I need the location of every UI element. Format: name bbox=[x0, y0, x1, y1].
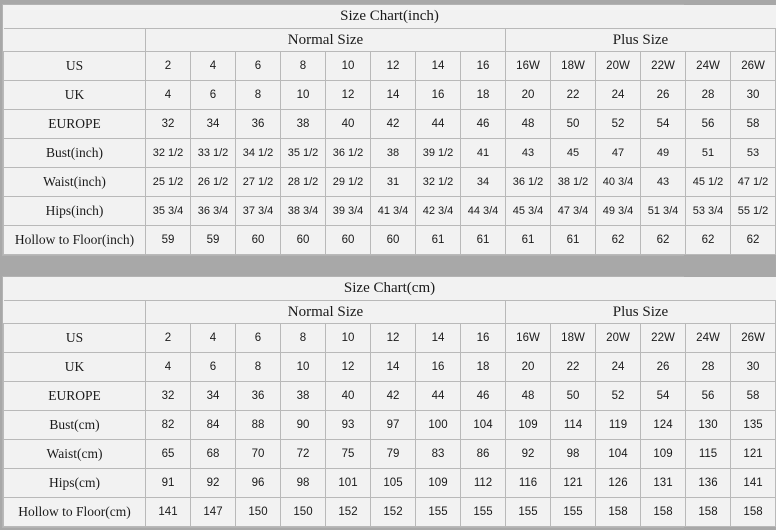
cell: 18W bbox=[551, 324, 596, 353]
cell: 104 bbox=[596, 440, 641, 469]
cell: 34 bbox=[191, 110, 236, 139]
chart-title-row bbox=[4, 5, 776, 29]
chart-group-row bbox=[4, 301, 776, 324]
cell: 96 bbox=[236, 469, 281, 498]
cell: 97 bbox=[371, 411, 416, 440]
cell: 86 bbox=[461, 440, 506, 469]
cell: 26 bbox=[641, 81, 686, 110]
cell: 14 bbox=[416, 324, 461, 353]
cell: 51 3/4 bbox=[641, 197, 686, 226]
group-row-spacer bbox=[4, 29, 146, 52]
cell: 43 bbox=[506, 139, 551, 168]
group-normal-size: Normal Size bbox=[146, 301, 506, 324]
size-chart-inch-table bbox=[3, 5, 776, 255]
cell: 62 bbox=[596, 226, 641, 255]
cell: 101 bbox=[326, 469, 371, 498]
cell: 45 3/4 bbox=[506, 197, 551, 226]
cell: 2 bbox=[146, 52, 191, 81]
cell: 10 bbox=[281, 353, 326, 382]
cell: 100 bbox=[416, 411, 461, 440]
cell: 45 bbox=[551, 139, 596, 168]
page-title-inch: Size Chart(inch) bbox=[4, 5, 776, 29]
cell: 90 bbox=[281, 411, 326, 440]
cell: 46 bbox=[461, 382, 506, 411]
cell: 36 3/4 bbox=[191, 197, 236, 226]
cell: 109 bbox=[416, 469, 461, 498]
cell: 62 bbox=[731, 226, 776, 255]
cell: 38 bbox=[371, 139, 416, 168]
cell: 44 3/4 bbox=[461, 197, 506, 226]
cell: 51 bbox=[686, 139, 731, 168]
cell: 60 bbox=[236, 226, 281, 255]
chart-group-row bbox=[4, 29, 776, 52]
cell: 104 bbox=[461, 411, 506, 440]
cell: 26W bbox=[731, 324, 776, 353]
cell: 158 bbox=[596, 498, 641, 527]
cell: 32 1/2 bbox=[416, 168, 461, 197]
cell: 72 bbox=[281, 440, 326, 469]
cell: 112 bbox=[461, 469, 506, 498]
group-row-spacer bbox=[4, 301, 146, 324]
cell: 88 bbox=[236, 411, 281, 440]
table-row bbox=[4, 498, 776, 527]
cell: 28 1/2 bbox=[281, 168, 326, 197]
cell: 4 bbox=[191, 324, 236, 353]
row-label: UK bbox=[4, 353, 146, 382]
cell: 155 bbox=[506, 498, 551, 527]
cell: 116 bbox=[506, 469, 551, 498]
cell: 84 bbox=[191, 411, 236, 440]
cell: 155 bbox=[461, 498, 506, 527]
cell: 41 bbox=[461, 139, 506, 168]
cell: 16W bbox=[506, 52, 551, 81]
row-label: EUROPE bbox=[4, 110, 146, 139]
cell: 8 bbox=[281, 324, 326, 353]
cell: 50 bbox=[551, 382, 596, 411]
cell: 61 bbox=[506, 226, 551, 255]
cell: 115 bbox=[686, 440, 731, 469]
size-chart-cm bbox=[2, 276, 765, 528]
cell: 10 bbox=[326, 52, 371, 81]
cell: 56 bbox=[686, 110, 731, 139]
cell: 150 bbox=[236, 498, 281, 527]
cell: 105 bbox=[371, 469, 416, 498]
cell: 16 bbox=[461, 52, 506, 81]
cell: 38 1/2 bbox=[551, 168, 596, 197]
cell: 53 3/4 bbox=[686, 197, 731, 226]
table-row bbox=[4, 469, 776, 498]
cell: 47 bbox=[596, 139, 641, 168]
cell: 32 bbox=[146, 110, 191, 139]
cell: 10 bbox=[326, 324, 371, 353]
cell: 44 bbox=[416, 382, 461, 411]
cell: 58 bbox=[731, 110, 776, 139]
cell: 6 bbox=[191, 353, 236, 382]
table-row bbox=[4, 440, 776, 469]
cell: 52 bbox=[596, 382, 641, 411]
cell: 12 bbox=[326, 81, 371, 110]
cell: 70 bbox=[236, 440, 281, 469]
row-label: Bust(inch) bbox=[4, 139, 146, 168]
cell: 16W bbox=[506, 324, 551, 353]
cell: 36 1/2 bbox=[326, 139, 371, 168]
page-title-cm: Size Chart(cm) bbox=[4, 277, 776, 301]
cell: 16 bbox=[416, 353, 461, 382]
cell: 27 1/2 bbox=[236, 168, 281, 197]
cell: 34 1/2 bbox=[236, 139, 281, 168]
cell: 79 bbox=[371, 440, 416, 469]
cell: 48 bbox=[506, 110, 551, 139]
cell: 92 bbox=[191, 469, 236, 498]
cell: 18W bbox=[551, 52, 596, 81]
table-row bbox=[4, 168, 776, 197]
cell: 30 bbox=[731, 353, 776, 382]
row-label: Bust(cm) bbox=[4, 411, 146, 440]
cell: 12 bbox=[371, 324, 416, 353]
cell: 12 bbox=[371, 52, 416, 81]
cell: 24W bbox=[686, 324, 731, 353]
cell: 59 bbox=[191, 226, 236, 255]
cell: 136 bbox=[686, 469, 731, 498]
cell: 20W bbox=[596, 324, 641, 353]
cell: 37 3/4 bbox=[236, 197, 281, 226]
cell: 16 bbox=[416, 81, 461, 110]
cell: 46 bbox=[461, 110, 506, 139]
cell: 82 bbox=[146, 411, 191, 440]
cell: 26 bbox=[641, 353, 686, 382]
table-row bbox=[4, 197, 776, 226]
cell: 22W bbox=[641, 52, 686, 81]
cell: 121 bbox=[551, 469, 596, 498]
cell: 22W bbox=[641, 324, 686, 353]
cell: 14 bbox=[416, 52, 461, 81]
cell: 61 bbox=[551, 226, 596, 255]
cell: 31 bbox=[371, 168, 416, 197]
cell: 30 bbox=[731, 81, 776, 110]
cell: 135 bbox=[731, 411, 776, 440]
cell: 158 bbox=[686, 498, 731, 527]
cell: 36 bbox=[236, 382, 281, 411]
cell: 39 1/2 bbox=[416, 139, 461, 168]
cell: 22 bbox=[551, 81, 596, 110]
row-label: Hips(inch) bbox=[4, 197, 146, 226]
cell: 4 bbox=[146, 81, 191, 110]
cell: 16 bbox=[461, 324, 506, 353]
table-row bbox=[4, 110, 776, 139]
cell: 6 bbox=[191, 81, 236, 110]
cell: 60 bbox=[326, 226, 371, 255]
cell: 44 bbox=[416, 110, 461, 139]
cell: 35 1/2 bbox=[281, 139, 326, 168]
cell: 54 bbox=[641, 382, 686, 411]
cell: 124 bbox=[641, 411, 686, 440]
row-label: UK bbox=[4, 81, 146, 110]
cell: 121 bbox=[731, 440, 776, 469]
cell: 28 bbox=[686, 81, 731, 110]
row-label: Hips(cm) bbox=[4, 469, 146, 498]
cell: 4 bbox=[146, 353, 191, 382]
cell: 38 bbox=[281, 382, 326, 411]
group-normal-size: Normal Size bbox=[146, 29, 506, 52]
cell: 36 bbox=[236, 110, 281, 139]
cell: 29 1/2 bbox=[326, 168, 371, 197]
group-plus-size: Plus Size bbox=[506, 29, 776, 52]
cell: 42 bbox=[371, 110, 416, 139]
row-label: Waist(inch) bbox=[4, 168, 146, 197]
size-chart-cm-table bbox=[3, 277, 776, 527]
cell: 155 bbox=[551, 498, 596, 527]
cell: 147 bbox=[191, 498, 236, 527]
cell: 35 3/4 bbox=[146, 197, 191, 226]
cell: 91 bbox=[146, 469, 191, 498]
cell: 49 3/4 bbox=[596, 197, 641, 226]
cell: 6 bbox=[236, 52, 281, 81]
cell: 49 bbox=[641, 139, 686, 168]
row-label: Waist(cm) bbox=[4, 440, 146, 469]
cell: 114 bbox=[551, 411, 596, 440]
cell: 119 bbox=[596, 411, 641, 440]
cell: 61 bbox=[461, 226, 506, 255]
cell: 56 bbox=[686, 382, 731, 411]
cell: 152 bbox=[371, 498, 416, 527]
cell: 62 bbox=[641, 226, 686, 255]
row-label: Hollow to Floor(inch) bbox=[4, 226, 146, 255]
cell: 20 bbox=[506, 81, 551, 110]
table-row bbox=[4, 353, 776, 382]
cell: 24W bbox=[686, 52, 731, 81]
cell: 45 1/2 bbox=[686, 168, 731, 197]
cell: 126 bbox=[596, 469, 641, 498]
cell: 58 bbox=[731, 382, 776, 411]
row-label: US bbox=[4, 324, 146, 353]
cell: 26W bbox=[731, 52, 776, 81]
cell: 24 bbox=[596, 353, 641, 382]
cell: 42 3/4 bbox=[416, 197, 461, 226]
cell: 42 bbox=[371, 382, 416, 411]
cell: 47 1/2 bbox=[731, 168, 776, 197]
table-row bbox=[4, 81, 776, 110]
cell: 158 bbox=[731, 498, 776, 527]
cell: 60 bbox=[281, 226, 326, 255]
cell: 130 bbox=[686, 411, 731, 440]
table-row bbox=[4, 52, 776, 81]
cell: 60 bbox=[371, 226, 416, 255]
cell: 36 1/2 bbox=[506, 168, 551, 197]
cell: 41 3/4 bbox=[371, 197, 416, 226]
table-row bbox=[4, 382, 776, 411]
cell: 38 3/4 bbox=[281, 197, 326, 226]
row-label: EUROPE bbox=[4, 382, 146, 411]
cell: 34 bbox=[461, 168, 506, 197]
cell: 54 bbox=[641, 110, 686, 139]
cell: 18 bbox=[461, 353, 506, 382]
cell: 155 bbox=[416, 498, 461, 527]
cell: 22 bbox=[551, 353, 596, 382]
cell: 4 bbox=[191, 52, 236, 81]
row-label: US bbox=[4, 52, 146, 81]
cell: 40 3/4 bbox=[596, 168, 641, 197]
cell: 14 bbox=[371, 353, 416, 382]
cell: 141 bbox=[146, 498, 191, 527]
cell: 98 bbox=[281, 469, 326, 498]
cell: 131 bbox=[641, 469, 686, 498]
chart-title-row bbox=[4, 277, 776, 301]
cell: 40 bbox=[326, 110, 371, 139]
cell: 50 bbox=[551, 110, 596, 139]
cell: 18 bbox=[461, 81, 506, 110]
table-row bbox=[4, 411, 776, 440]
cell: 38 bbox=[281, 110, 326, 139]
cell: 53 bbox=[731, 139, 776, 168]
table-row bbox=[4, 226, 776, 255]
cell: 55 1/2 bbox=[731, 197, 776, 226]
cell: 20 bbox=[506, 353, 551, 382]
cell: 12 bbox=[326, 353, 371, 382]
cell: 68 bbox=[191, 440, 236, 469]
cell: 32 bbox=[146, 382, 191, 411]
cell: 10 bbox=[281, 81, 326, 110]
table-row bbox=[4, 324, 776, 353]
group-plus-size: Plus Size bbox=[506, 301, 776, 324]
cell: 158 bbox=[641, 498, 686, 527]
cell: 32 1/2 bbox=[146, 139, 191, 168]
cell: 83 bbox=[416, 440, 461, 469]
cell: 75 bbox=[326, 440, 371, 469]
table-row bbox=[4, 139, 776, 168]
cell: 20W bbox=[596, 52, 641, 81]
cell: 109 bbox=[506, 411, 551, 440]
cell: 33 1/2 bbox=[191, 139, 236, 168]
cell: 8 bbox=[236, 81, 281, 110]
row-label: Hollow to Floor(cm) bbox=[4, 498, 146, 527]
cell: 65 bbox=[146, 440, 191, 469]
cell: 28 bbox=[686, 353, 731, 382]
cell: 25 1/2 bbox=[146, 168, 191, 197]
cell: 6 bbox=[236, 324, 281, 353]
cell: 93 bbox=[326, 411, 371, 440]
cell: 8 bbox=[281, 52, 326, 81]
cell: 39 3/4 bbox=[326, 197, 371, 226]
cell: 98 bbox=[551, 440, 596, 469]
cell: 24 bbox=[596, 81, 641, 110]
cell: 152 bbox=[326, 498, 371, 527]
cell: 14 bbox=[371, 81, 416, 110]
cell: 47 3/4 bbox=[551, 197, 596, 226]
cell: 52 bbox=[596, 110, 641, 139]
cell: 109 bbox=[641, 440, 686, 469]
cell: 141 bbox=[731, 469, 776, 498]
cell: 43 bbox=[641, 168, 686, 197]
size-chart-inch bbox=[2, 4, 769, 256]
cell: 8 bbox=[236, 353, 281, 382]
cell: 34 bbox=[191, 382, 236, 411]
cell: 92 bbox=[506, 440, 551, 469]
cell: 2 bbox=[146, 324, 191, 353]
cell: 40 bbox=[326, 382, 371, 411]
cell: 61 bbox=[416, 226, 461, 255]
cell: 59 bbox=[146, 226, 191, 255]
cell: 26 1/2 bbox=[191, 168, 236, 197]
cell: 150 bbox=[281, 498, 326, 527]
cell: 62 bbox=[686, 226, 731, 255]
cell: 48 bbox=[506, 382, 551, 411]
